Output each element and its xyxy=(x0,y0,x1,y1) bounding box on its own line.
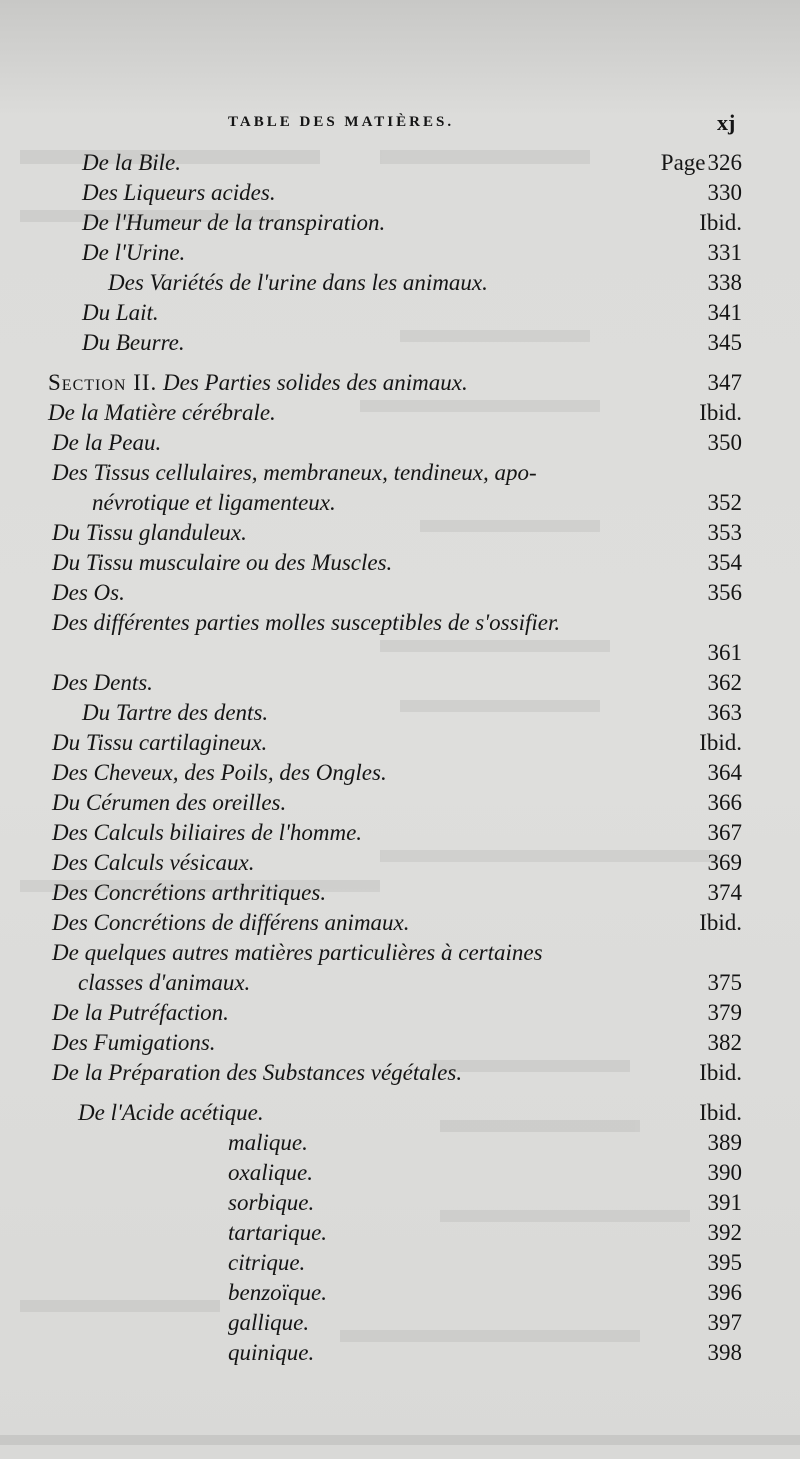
toc-page-number xyxy=(708,1188,743,1218)
page-value: 374 xyxy=(707,880,742,905)
toc-entry-title xyxy=(52,578,125,608)
toc-page-number xyxy=(708,638,743,668)
page-value: 364 xyxy=(707,760,742,785)
toc-entry-title xyxy=(228,1308,309,1338)
toc-entry-title xyxy=(48,368,468,398)
toc-entry xyxy=(0,548,800,578)
toc-entry xyxy=(0,1158,800,1188)
page-value: Ibid. xyxy=(699,1060,742,1085)
toc-entry xyxy=(0,1128,800,1158)
toc-entry-text: De l'Urine. xyxy=(82,240,186,265)
toc-entry-text: tartarique. xyxy=(228,1220,328,1245)
section-label: Section II. xyxy=(48,370,158,395)
toc-entry xyxy=(0,1248,800,1278)
toc-entry-title xyxy=(228,1158,313,1188)
page-value: 392 xyxy=(707,1220,742,1245)
toc-entry xyxy=(0,208,800,238)
page-value: 330 xyxy=(707,180,742,205)
page-value: 345 xyxy=(707,330,742,355)
toc-entry xyxy=(0,1098,800,1128)
toc-entry-text: Des Liqueurs acides. xyxy=(82,180,276,205)
toc-entry-title xyxy=(52,548,392,578)
toc-entry xyxy=(0,148,800,178)
toc-entry xyxy=(0,698,800,728)
toc-page-number xyxy=(708,238,743,268)
page-value: 395 xyxy=(707,1250,742,1275)
toc-entry-text: De la Peau. xyxy=(52,430,162,455)
page-value: 326 xyxy=(707,150,742,175)
page-value: 353 xyxy=(707,520,742,545)
toc-entry xyxy=(0,1278,800,1308)
toc-page-number xyxy=(708,788,743,818)
toc-entry-title xyxy=(52,998,229,1028)
toc-entry-text: névrotique et ligamenteux. xyxy=(92,490,336,515)
toc-entry-title xyxy=(82,298,159,328)
toc-entry-text: Des Dents. xyxy=(52,670,153,695)
page-value: 338 xyxy=(707,270,742,295)
toc-entry xyxy=(0,998,800,1028)
toc-entry xyxy=(0,1338,800,1368)
toc-entry xyxy=(0,578,800,608)
page-prefix: Page xyxy=(660,150,706,175)
page-value: 350 xyxy=(707,430,742,455)
toc-entry xyxy=(0,668,800,698)
toc-entry-text: benzoïque. xyxy=(228,1280,328,1305)
toc-entry-title xyxy=(82,208,385,238)
toc-page-number xyxy=(708,998,743,1028)
page-value: 397 xyxy=(707,1310,742,1335)
page-value: 354 xyxy=(707,550,742,575)
toc-entry xyxy=(0,458,800,488)
toc-page-number xyxy=(708,758,743,788)
page-value: 361 xyxy=(707,640,742,665)
toc-page-number xyxy=(708,1308,743,1338)
page-value: Ibid. xyxy=(699,910,742,935)
toc-entry-text: De la Matière cérébrale. xyxy=(48,400,276,425)
toc-entry xyxy=(0,848,800,878)
toc-page-number xyxy=(708,878,743,908)
toc-entry xyxy=(0,298,800,328)
page-value: 367 xyxy=(707,820,742,845)
toc-entry-text: De quelques autres matières particulières à certaines xyxy=(52,940,543,965)
toc-page-number xyxy=(699,1098,742,1128)
toc-entry-text: Des Tissus cellulaires, membraneux, tendineux, apo- xyxy=(52,460,537,485)
toc-entry xyxy=(0,908,800,938)
toc-entry-title xyxy=(92,488,336,518)
page-value: 396 xyxy=(707,1280,742,1305)
toc-entry xyxy=(0,878,800,908)
toc-entry-title xyxy=(228,1278,327,1308)
page-value: 390 xyxy=(707,1160,742,1185)
page-value: 347 xyxy=(707,370,742,395)
page-value: 366 xyxy=(707,790,742,815)
toc-entry xyxy=(0,268,800,298)
toc-entry-text: Des Parties solides des animaux. xyxy=(163,370,468,395)
toc-entry xyxy=(0,368,800,398)
toc-entry-text: Des Concrétions de différens animaux. xyxy=(52,910,410,935)
toc-entry xyxy=(0,398,800,428)
toc-entry-text: De la Putréfaction. xyxy=(52,1000,229,1025)
toc-entry xyxy=(0,328,800,358)
toc-entry-title xyxy=(228,1338,314,1368)
toc-entry-title xyxy=(82,698,268,728)
toc-entry xyxy=(0,1308,800,1338)
page-value: 331 xyxy=(707,240,742,265)
toc-page-number xyxy=(708,668,743,698)
toc-entry-title xyxy=(52,938,543,968)
toc-entry-title xyxy=(52,1058,462,1088)
page-value: Ibid. xyxy=(699,730,742,755)
toc-page-number xyxy=(708,328,743,358)
toc-page-number xyxy=(708,518,743,548)
toc-entry-title xyxy=(52,908,410,938)
toc-entry-title xyxy=(228,1248,305,1278)
toc-page-number xyxy=(708,578,743,608)
toc-entry-text: Des Calculs vésicaux. xyxy=(52,850,255,875)
toc-entry-text: De la Bile. xyxy=(82,150,181,175)
toc-page-number xyxy=(699,1058,742,1088)
toc-entry-text: Des Variétés de l'urine dans les animaux. xyxy=(108,270,488,295)
toc-page-number xyxy=(708,698,743,728)
page-value: 391 xyxy=(707,1190,742,1215)
page-value: 375 xyxy=(707,970,742,995)
toc-entry xyxy=(0,758,800,788)
toc-entry-text: gallique. xyxy=(228,1310,310,1335)
toc-entry-text: Des Os. xyxy=(52,580,125,605)
toc-entry-title xyxy=(228,1188,314,1218)
page-value: 341 xyxy=(707,300,742,325)
toc-page-number xyxy=(708,1278,743,1308)
toc-entry-text: oxalique. xyxy=(228,1160,313,1185)
toc-entry xyxy=(0,1218,800,1248)
toc-entry xyxy=(0,518,800,548)
toc-entry-title xyxy=(52,728,267,758)
toc-entry-title xyxy=(52,668,153,698)
toc-entry-text: classes d'animaux. xyxy=(78,970,251,995)
toc-entry-title xyxy=(52,758,387,788)
toc-page-number xyxy=(708,178,743,208)
toc-entry-text: De la Préparation des Substances végétales. xyxy=(52,1060,463,1085)
toc-page-number xyxy=(708,368,743,398)
toc-entry-title xyxy=(52,428,161,458)
toc-entry xyxy=(0,818,800,848)
toc-page-number xyxy=(708,968,743,998)
toc-entry-text: quinique. xyxy=(228,1340,315,1365)
toc-page-number xyxy=(708,548,743,578)
page-value: 379 xyxy=(707,1000,742,1025)
toc-entry-title xyxy=(82,238,185,268)
toc-page-number xyxy=(708,848,743,878)
toc-entry-title xyxy=(52,788,286,818)
toc-entry-text: Du Tissu cartilagineux. xyxy=(52,730,268,755)
toc-entry-text: Des Calculs biliaires de l'homme. xyxy=(52,820,363,845)
page-value: Ibid. xyxy=(699,400,742,425)
page-value: 356 xyxy=(707,580,742,605)
toc-entry-title xyxy=(228,1128,308,1158)
toc-entry-title xyxy=(78,968,250,998)
toc-entry-text: Des Fumigations. xyxy=(52,1030,216,1055)
toc-entry-title xyxy=(82,148,181,178)
toc-entry-text: De l'Humeur de la transpiration. xyxy=(82,210,386,235)
toc-entry-title xyxy=(52,458,537,488)
toc-page-number xyxy=(708,1128,743,1158)
page-value: 369 xyxy=(707,850,742,875)
toc-entry-text: Du Tissu musculaire ou des Muscles. xyxy=(52,550,393,575)
toc-entry-title xyxy=(78,1098,264,1128)
page-value: 389 xyxy=(707,1130,742,1155)
toc-entry xyxy=(0,178,800,208)
toc-page-number xyxy=(708,1218,743,1248)
toc-entry xyxy=(0,788,800,818)
toc-entry-text: Du Cérumen des oreilles. xyxy=(52,790,287,815)
toc-entry-text: malique. xyxy=(228,1130,308,1155)
toc-entry-title xyxy=(228,1218,327,1248)
toc-entry-text: Du Beurre. xyxy=(82,330,185,355)
toc-entry-title xyxy=(108,268,488,298)
toc-entry xyxy=(0,638,800,668)
toc-entry-title xyxy=(82,178,276,208)
page-value: Ibid. xyxy=(699,210,742,235)
toc-page-number xyxy=(708,298,743,328)
toc-entry xyxy=(0,488,800,518)
toc-page-number xyxy=(699,728,742,758)
page-value: 363 xyxy=(707,700,742,725)
toc-entry-text: Des différentes parties molles susceptibles de s'ossifier. xyxy=(52,610,561,635)
toc-entry xyxy=(0,238,800,268)
toc-entry-text: De l'Acide acétique. xyxy=(78,1100,264,1125)
toc-entry-title xyxy=(52,848,254,878)
toc-page-number xyxy=(708,1338,743,1368)
toc-page-number xyxy=(708,1028,743,1058)
toc-entry xyxy=(0,968,800,998)
toc-page-number xyxy=(708,268,743,298)
toc-entry-title xyxy=(52,518,247,548)
toc-page-number xyxy=(699,908,742,938)
header-page-number: xj xyxy=(717,110,736,135)
toc-entry xyxy=(0,1028,800,1058)
toc-entry-text: sorbique. xyxy=(228,1190,315,1215)
toc-entry-title xyxy=(48,398,276,428)
toc-entry-text: Du Tartre des dents. xyxy=(82,700,269,725)
running-header xyxy=(0,110,800,140)
toc-entry-text: Du Tissu glanduleux. xyxy=(52,520,247,545)
toc-entry-text: Des Concrétions arthritiques. xyxy=(52,880,327,905)
toc-entry-text: Des Cheveux, des Poils, des Ongles. xyxy=(52,760,387,785)
toc-entry xyxy=(0,608,800,638)
toc-entry-text: citrique. xyxy=(228,1250,306,1275)
toc-entry-title xyxy=(52,818,362,848)
toc-entry xyxy=(0,938,800,968)
toc-page-number xyxy=(708,1158,743,1188)
header-title: TABLE DES MATIÈRES. xyxy=(228,114,455,130)
toc-page-number xyxy=(708,1248,743,1278)
toc-entry xyxy=(0,728,800,758)
toc-entry xyxy=(0,428,800,458)
toc-entry-title xyxy=(52,878,326,908)
page-value: 362 xyxy=(707,670,742,695)
toc-entry-title xyxy=(52,608,560,638)
toc-entry-text: Du Lait. xyxy=(82,300,159,325)
page-value: 398 xyxy=(707,1340,742,1365)
toc-entry-title xyxy=(52,1028,216,1058)
toc-page-number xyxy=(708,818,743,848)
page-value: 382 xyxy=(707,1030,742,1055)
toc-entry xyxy=(0,1058,800,1088)
toc-page-number xyxy=(708,428,743,458)
toc-entry-title xyxy=(82,328,185,358)
toc-page-number xyxy=(699,398,742,428)
toc-page-number xyxy=(699,208,742,238)
toc-page-number xyxy=(708,488,743,518)
toc-page-number xyxy=(661,148,742,178)
page-value: Ibid. xyxy=(699,1100,742,1125)
toc-entry xyxy=(0,1188,800,1218)
page-value: 352 xyxy=(707,490,742,515)
